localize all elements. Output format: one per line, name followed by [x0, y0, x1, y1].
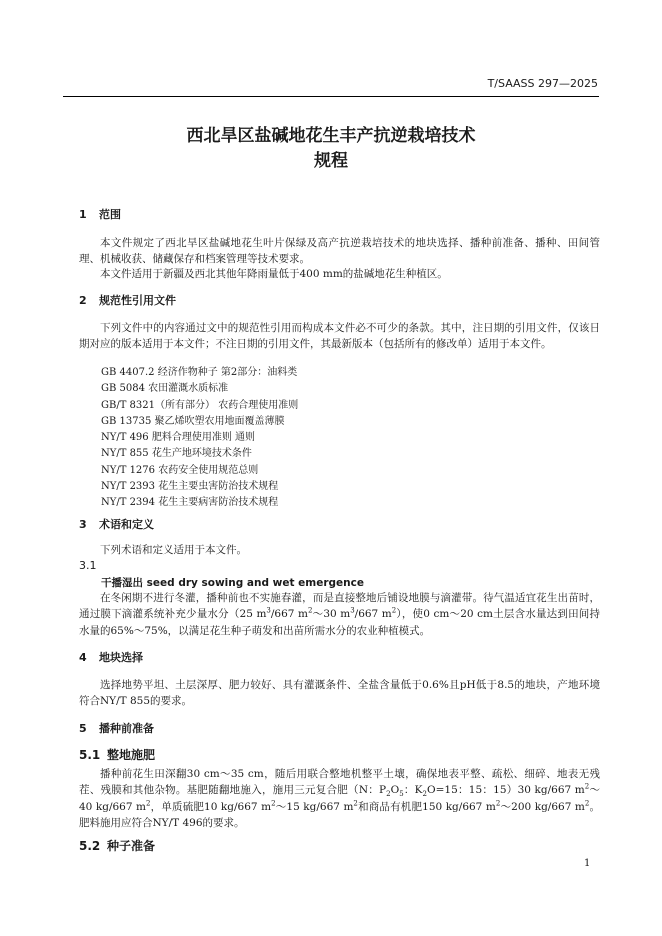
section-5-1-heading	[79, 746, 155, 763]
reference-item: NY/T 1276 农药安全使用规范总则	[101, 464, 259, 476]
reference-item: NY/T 496 肥料合理使用准则 通则	[101, 432, 256, 444]
term-name-en: seed dry sowing and wet emergence	[146, 577, 364, 589]
section-5-2-heading	[79, 837, 155, 854]
section-1-heading	[79, 206, 121, 222]
reference-item: GB 5084 农田灌溉水质标准	[101, 383, 229, 395]
document-code: T/SAASS 297—2025	[487, 77, 598, 90]
reference-item: GB/T 8321（所有部分） 农药合理使用准则	[101, 399, 299, 411]
site-paragraph: 选择地势平坦、土层深厚、肥力较好、具有灌溉条件、全盐含量低于0.6%且pH低于8.5的地块，产地环境符合NY/T 855的要求。	[79, 679, 600, 708]
normative-intro: 下列文件中的内容通过文中的规范性引用而构成本文件必不可少的条款。其中，注日期的引用文件，仅该日期对应的版本适用于本文件；不注日期的引用文件，其最新版本（包括所有的修改单）适用于本文件。	[79, 322, 600, 351]
section-5-heading	[79, 720, 154, 736]
reference-item: GB 4407.2 经济作物种子 第2部分：油料类	[101, 367, 298, 378]
section-number: 1	[79, 208, 87, 221]
section-2-heading	[79, 292, 176, 308]
term-definition: 在冬闲期不进行冬灌，播种前也不实施春灌，而是直接整地后铺设地膜与滴灌带。待气温适宜花生出苗时，通过膜下滴灌系统补充少量水分（25 $m^3/667$ $m^2\sim 30$ $m^3/667$ $m^2$），使0 cm～20 cm土层含水量达到田间持水量的65%～75%，以满足花生种子萌发和出苗所需水分的农业种植模式。	[79, 592, 600, 637]
reference-list	[101, 365, 298, 512]
section-title: 种子准备	[107, 839, 156, 853]
term-number: 3.1	[79, 559, 97, 572]
section-number: 5.2	[79, 839, 101, 853]
reference-item: NY/T 855 花生产地环境技术条件	[101, 448, 252, 460]
section-number: 5	[79, 722, 87, 735]
section-number: 2	[79, 294, 87, 307]
section-title: 播种前准备	[99, 722, 154, 735]
term-name-cn: 干播湿出	[101, 577, 143, 589]
section-title: 范围	[99, 208, 121, 221]
section-number: 4	[79, 651, 87, 664]
reference-item: NY/T 2393 花生主要虫害防治技术规程	[101, 481, 279, 493]
scope-paragraph-2: 本文件适用于新疆及西北其他年降雨量低于400 mm的盐碱地花生种植区。	[100, 268, 448, 280]
section-title: 整地施肥	[107, 748, 156, 762]
header-rule	[63, 96, 599, 97]
terms-intro: 下列术语和定义适用于本文件。	[100, 544, 247, 556]
scope-paragraph-1: 本文件规定了西北旱区盐碱地花生叶片保绿及高产抗逆栽培技术的地块选择、播种前准备、播种、田间管理、机械收获、储藏保存和档案管理等技术要求。	[79, 237, 600, 266]
term-heading	[101, 575, 364, 590]
section-4-heading	[79, 649, 143, 665]
tillage-paragraph: 播种前花生田深翻30 cm～35 cm，随后用联合整地机整平土壤，确保地表平整、疏松、细碎、地表无残茬、残膜和其他杂物。基肥随翻地施入，施用三元复合肥（N：$P_2O_5$：$K_2O=15$：15：15）30 kg/667 $m^2\sim 40$ kg/667 $m^2$，单质硫肥10 kg/667 $m^2\sim 15$ kg/667 $m^2$和商品有机肥150 kg/667 $m^2\sim 200$ kg/667 $m^2$。肥料施用应符合NY/T 496的要求。	[79, 768, 601, 830]
page-number: 1	[584, 858, 591, 869]
section-title: 规范性引用文件	[99, 294, 176, 307]
section-title: 地块选择	[99, 651, 143, 664]
reference-item: GB 13735 聚乙烯吹塑农用地面覆盖薄膜	[101, 415, 285, 427]
section-number: 3	[79, 518, 87, 531]
section-number: 5.1	[79, 748, 101, 762]
section-title: 术语和定义	[99, 518, 154, 531]
document-title-line1: 西北旱区盐碱地花生丰产抗逆栽培技术	[186, 126, 476, 146]
document-title-line2: 规程	[314, 151, 348, 171]
section-3-heading	[79, 516, 154, 532]
reference-item: NY/T 2394 花生主要病害防治技术规程	[101, 497, 279, 509]
